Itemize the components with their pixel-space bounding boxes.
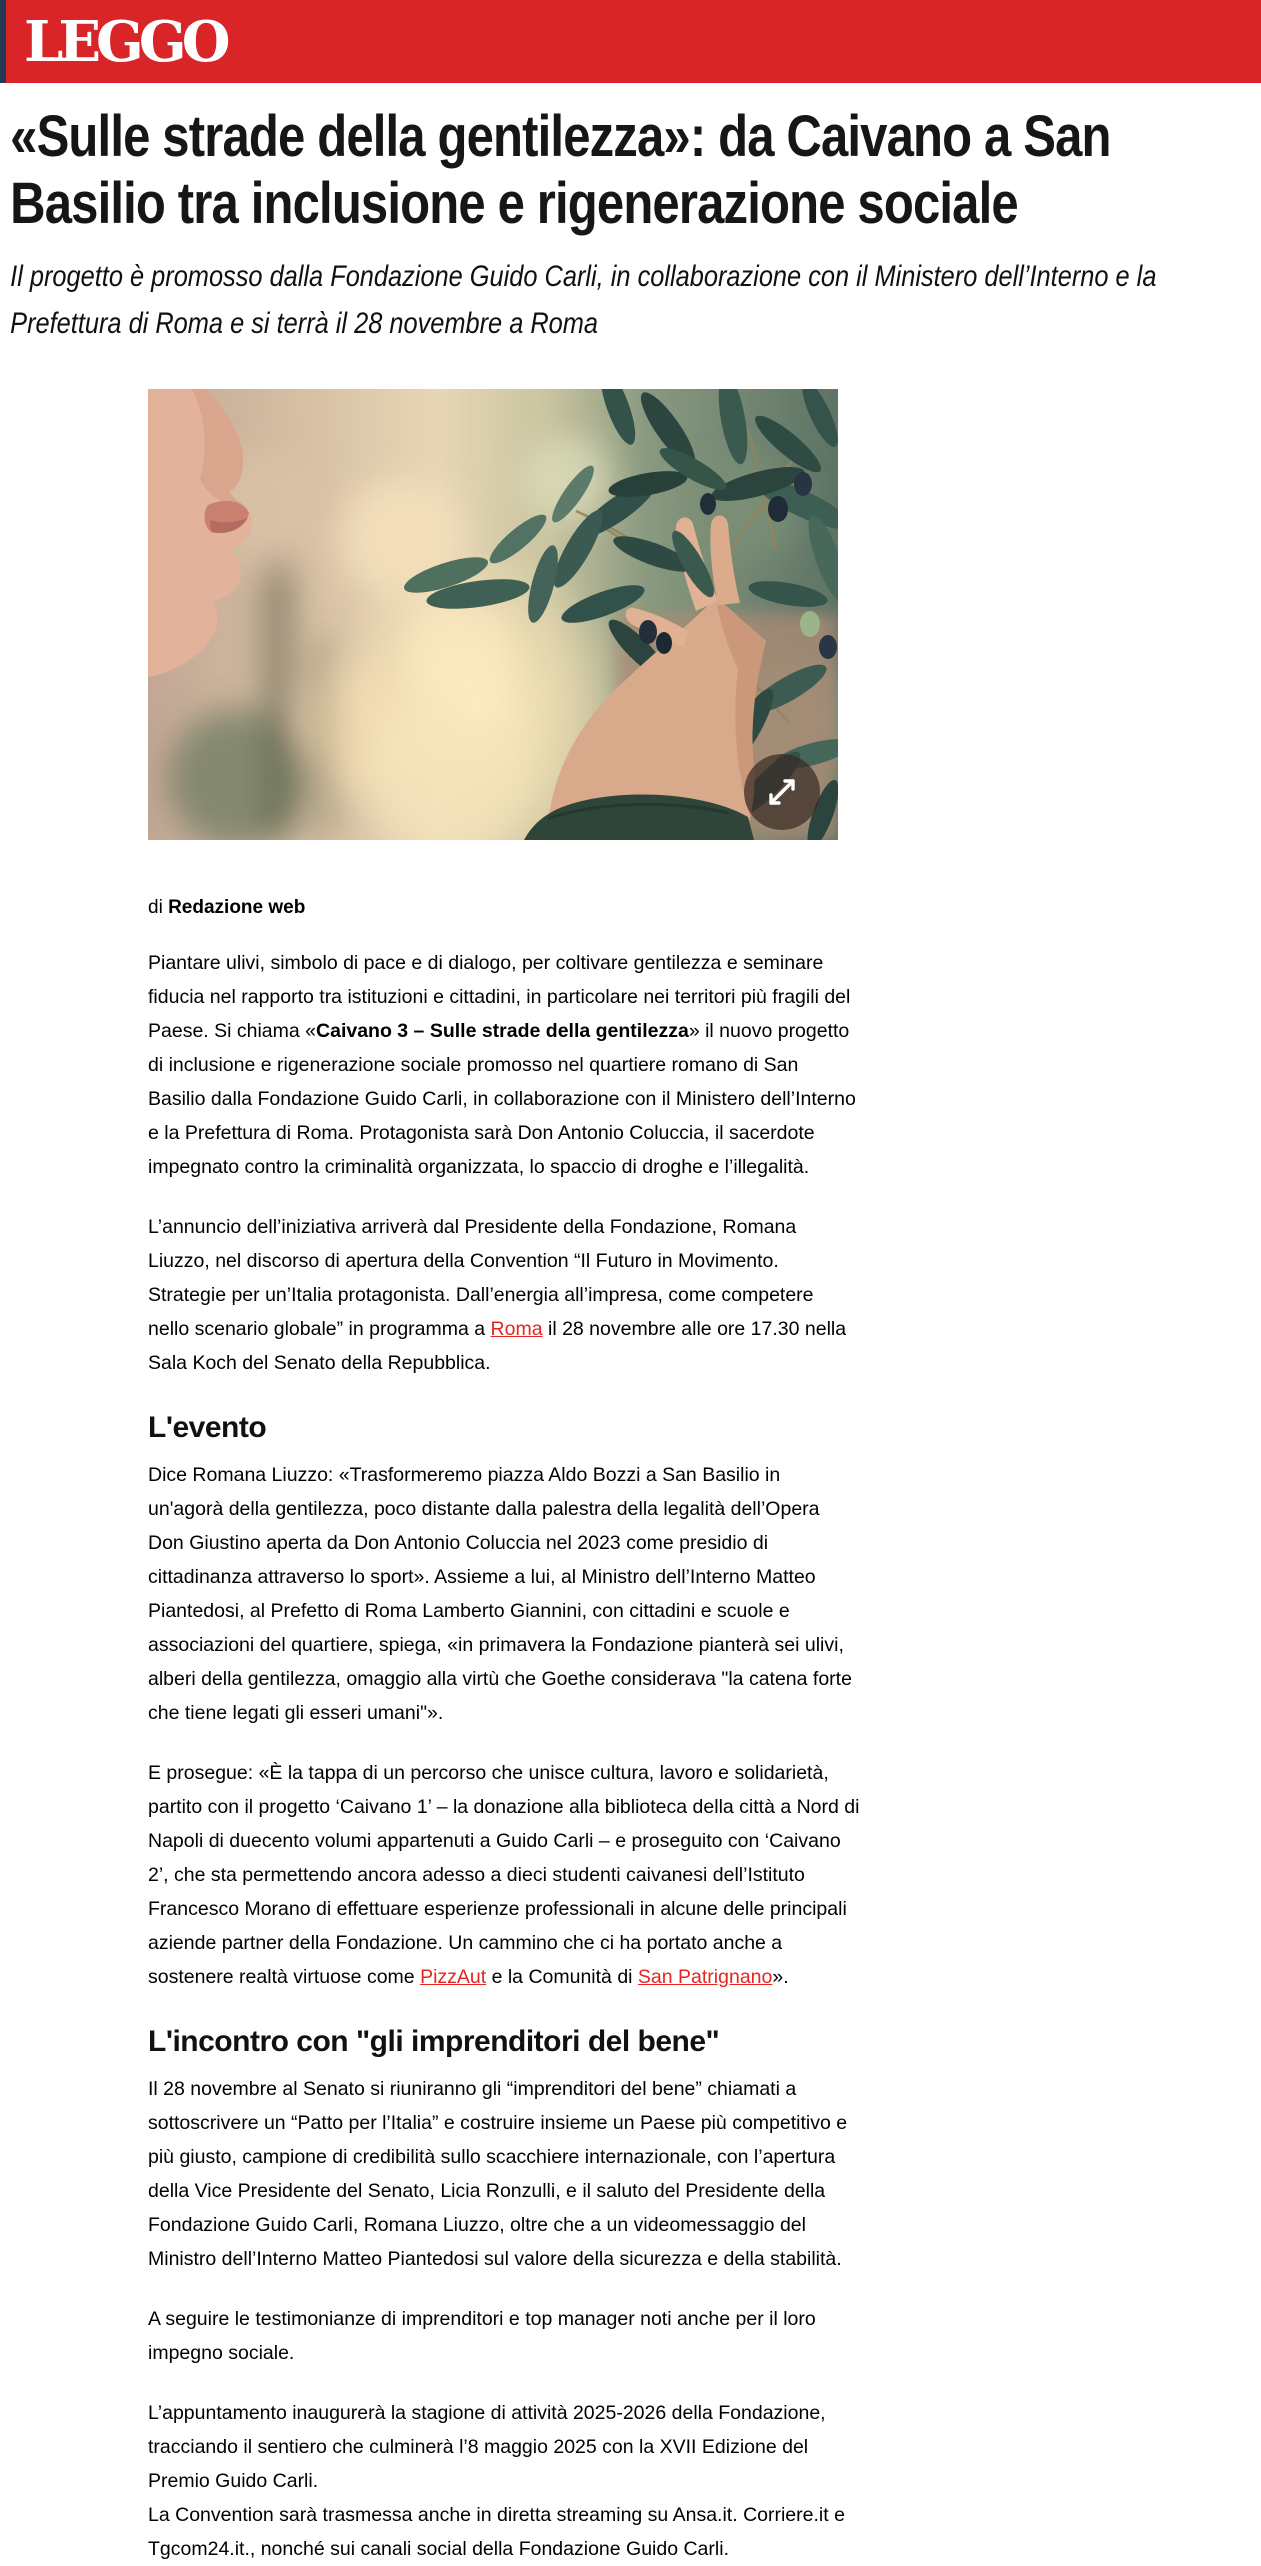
article-image bbox=[148, 389, 838, 840]
inline-link[interactable]: PizzAut bbox=[420, 1966, 487, 1988]
article-column bbox=[148, 389, 860, 2566]
olive-photo bbox=[148, 389, 838, 840]
text-segment: e la Comunità di bbox=[486, 1966, 638, 1988]
article bbox=[0, 103, 1261, 2566]
paragraph bbox=[148, 2072, 860, 2276]
edge-strip bbox=[0, 0, 6, 83]
text-segment: La Convention sarà trasmessa anche in diretta streaming su Ansa.it. Corriere.it e Tgcom24.it., nonché sui canali social della Fondazione Guido Carli. bbox=[148, 2504, 845, 2560]
section-heading: L'evento bbox=[148, 1411, 267, 1444]
paragraph bbox=[148, 2302, 860, 2370]
inline-link[interactable]: San Patrignano bbox=[637, 1966, 773, 1988]
expand-icon bbox=[760, 770, 804, 814]
text-segment: ». bbox=[772, 1966, 789, 1988]
byline bbox=[148, 896, 860, 920]
text-segment: Il 28 novembre al Senato si riuniranno gli “imprenditori del bene” chiamati a sottoscrivere un “Patto per l’Italia” e costruire insieme un Paese più competitivo e più giusto, campione di credibilità sullo scacchiere internazionale, con l’apertura della Vice Presidente del Senato, Licia Ronzulli, e il saluto del Presidente della Fondazione Guido Carli, Romana Liuzzo, oltre che a un videomessaggio del Ministro dell’Interno Matteo Piantedosi sul valore della sicurezza e della stabilità. bbox=[148, 2078, 848, 2270]
paragraph bbox=[148, 1458, 860, 1730]
paragraph bbox=[148, 1756, 860, 1994]
paragraph bbox=[148, 1210, 860, 1380]
article-subtitle: Il progetto è promosso dalla Fondazione Guido Carli, in collaborazione con il Ministero dell’Interno e la Prefettura di Roma e si terrà il 28 novembre a Roma bbox=[10, 260, 1157, 340]
text-segment: » il nuovo progetto di inclusione e rigenerazione sociale promosso nel quartiere romano di San Basilio dalla Fondazione Guido Carli, in collaborazione con il Ministero dell’Interno e la Prefettura di Roma. Protagonista sarà Don Antonio Coluccia, il sacerdote impegnato contro la criminalità organizzata, lo spaccio di droghe e l’illegalità. bbox=[148, 1020, 856, 1178]
article-title: «Sulle strade della gentilezza»: da Caivano a San Basilio tra inclusione e rigenerazione sociale bbox=[10, 104, 1111, 236]
text-segment: L’appuntamento inaugurerà la stagione di attività 2025-2026 della Fondazione, tracciando il sentiero che culminerà l’8 maggio 2025 con la XVII Edizione del Premio Guido Carli. bbox=[148, 2402, 826, 2492]
bold-text: Caivano 3 – Sulle strade della gentilezza bbox=[316, 1020, 689, 1042]
section-heading: L'incontro con "gli imprenditori del bene" bbox=[148, 2025, 720, 2058]
leggo-logo[interactable]: LEGGO bbox=[24, 8, 226, 75]
text-segment: Piantare ulivi, simbolo di pace e di dialogo, per coltivare gentilezza e seminare fiducia nel rapporto tra istituzioni e cittadini, in particolare nei territori più fragili del Paese. Si chiama « bbox=[148, 952, 851, 1042]
article-body bbox=[148, 946, 860, 2566]
text-segment: il 28 novembre alle ore 17.30 nella Sala Koch del Senato della Repubblica. bbox=[148, 1318, 847, 1374]
text-segment: A seguire le testimonianze di imprenditori e top manager noti anche per il loro impegno sociale. bbox=[148, 2308, 816, 2364]
inline-link[interactable]: Roma bbox=[490, 1318, 543, 1340]
text-segment: L’annuncio dell’iniziativa arriverà dal Presidente della Fondazione, Romana Liuzzo, nel discorso di apertura della Convention “Il Futuro in Movimento. Strategie per un’Italia protagonista. Dall’energia all’impresa, come competere nello scenario globale” in programma a bbox=[148, 1216, 814, 1340]
byline-author: Redazione web bbox=[168, 897, 306, 918]
text-segment: Dice Romana Liuzzo: «Trasformeremo piazza Aldo Bozzi a San Basilio in un'agorà della gentilezza, poco distante dalla palestra della legalità dell’Opera Don Giustino aperta da Don Antonio Coluccia nel 2023 come presidio di cittadinanza attraverso lo sport». Assieme a lui, al Ministro dell’Interno Matteo Piantedosi, al Prefetto di Roma Lamberto Giannini, con cittadini e scuole e associazioni del quartiere, spiega, «in primavera la Fondazione pianterà sei ulivi, alberi della gentilezza, omaggio alla virtù che Goethe considerava "la catena forte che tiene legati gli esseri umani"». bbox=[148, 1464, 852, 1724]
site-header bbox=[0, 0, 1261, 83]
expand-button[interactable] bbox=[744, 754, 820, 830]
byline-prefix: di bbox=[148, 897, 169, 918]
paragraph bbox=[148, 2396, 860, 2566]
text-segment: E prosegue: «È la tappa di un percorso che unisce cultura, lavoro e solidarietà, partito con il progetto ‘Caivano 1’ – la donazione alla biblioteca della città a Nord di Napoli di duecento volumi appartenuti a Guido Carli – e proseguito con ‘Caivano 2’, che sta permettendo ancora adesso a dieci studenti caivanesi dell’Istituto Francesco Morano di effettuare esperienze professionali in alcune delle principali aziende partner della Fondazione. Un cammino che ci ha portato anche a sostenere realtà virtuose come bbox=[148, 1762, 860, 1988]
paragraph bbox=[148, 946, 860, 1184]
